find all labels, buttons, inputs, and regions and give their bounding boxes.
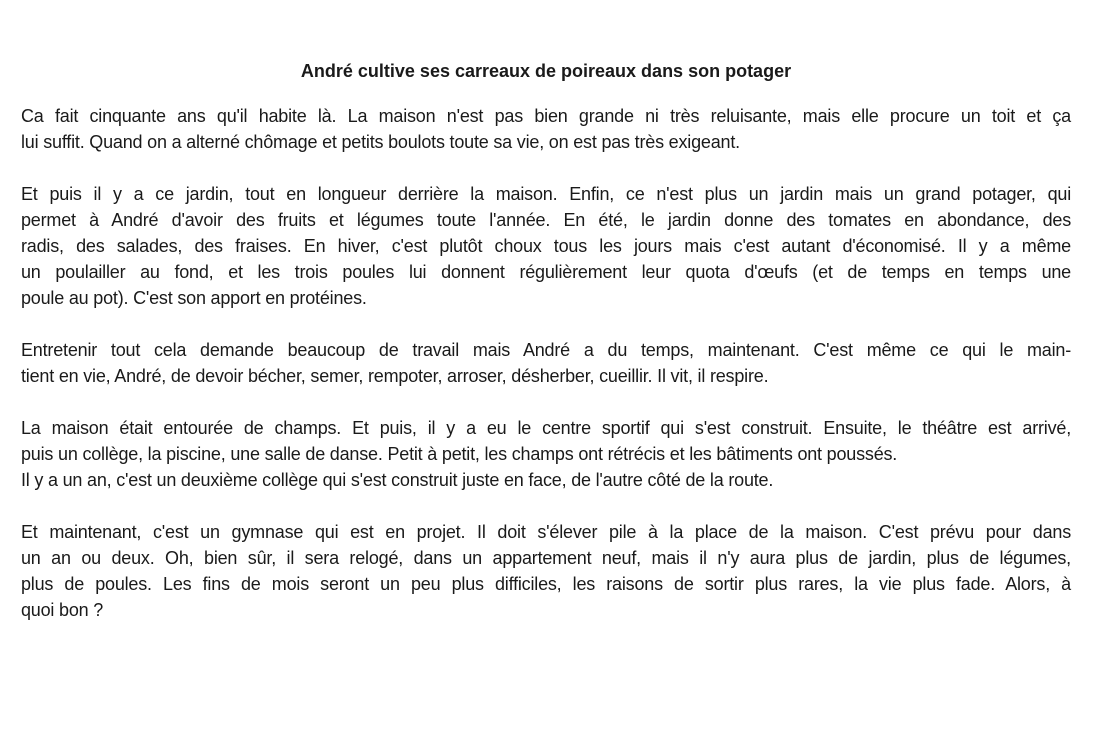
paragraph-line: La maison était entourée de champs. Et puis, il y a eu le centre sportif qui s'est construit. Ensuite, le théâtre est arrivé,: [21, 418, 1071, 438]
paragraph-line: Entretenir tout cela demande beaucoup de travail mais André a du temps, maintenant. C'est même ce qui le main-: [21, 340, 1071, 360]
paragraph-line: plus de poules. Les fins de mois seront un peu plus difficiles, les raisons de sortir plus rares, la vie plus fade. Alors, à: [21, 574, 1071, 594]
paragraph-line: poule au pot). C'est son apport en protéines.: [21, 288, 367, 308]
paragraph-line: Et maintenant, c'est un gymnase qui est en projet. Il doit s'élever pile à la place de la maison. C'est prévu pour dans: [21, 522, 1071, 542]
paragraph-4: [21, 415, 1071, 493]
paragraph-line: Ca fait cinquante ans qu'il habite là. La maison n'est pas bien grande ni très reluisante, mais elle procure un toit et ça: [21, 106, 1071, 126]
paragraph-line: un poulailler au fond, et les trois poules lui donnent régulièrement leur quota d'œufs (et de temps en temps une: [21, 262, 1071, 282]
paragraph-line: tient en vie, André, de devoir bécher, semer, rempoter, arroser, désherber, cueillir. Il vit, il respire.: [21, 366, 769, 386]
document-title: André cultive ses carreaux de poireaux dans son potager: [300, 61, 792, 81]
paragraph-line: quoi bon ?: [21, 600, 104, 620]
paragraph-5: [21, 519, 1071, 623]
paragraph-line: permet à André d'avoir des fruits et légumes toute l'année. En été, le jardin donne des tomates en abondance, des: [21, 210, 1071, 230]
paragraph-line: lui suffit. Quand on a alterné chômage et petits boulots toute sa vie, on est pas très exigeant.: [21, 132, 740, 152]
paragraph-line: radis, des salades, des fraises. En hiver, c'est plutôt choux tous les jours mais c'est autant d'économisé. Il y a même: [21, 236, 1071, 256]
paragraph-line: Et puis il y a ce jardin, tout en longueur derrière la maison. Enfin, ce n'est plus un jardin mais un grand potager, qui: [21, 184, 1071, 204]
paragraph-1: [21, 103, 1071, 155]
paragraph-2: [21, 181, 1071, 311]
paragraph-3: [21, 337, 1071, 389]
paragraph-line: puis un collège, la piscine, une salle de danse. Petit à petit, les champs ont rétrécis et les bâtiments ont poussés.: [21, 444, 898, 464]
paragraph-line: Il y a un an, c'est un deuxième collège qui s'est construit juste en face, de l'autre côté de la route.: [21, 470, 774, 490]
paragraph-line: un an ou deux. Oh, bien sûr, il sera relogé, dans un appartement neuf, mais il n'y aura plus de jardin, plus de légumes,: [21, 548, 1071, 568]
